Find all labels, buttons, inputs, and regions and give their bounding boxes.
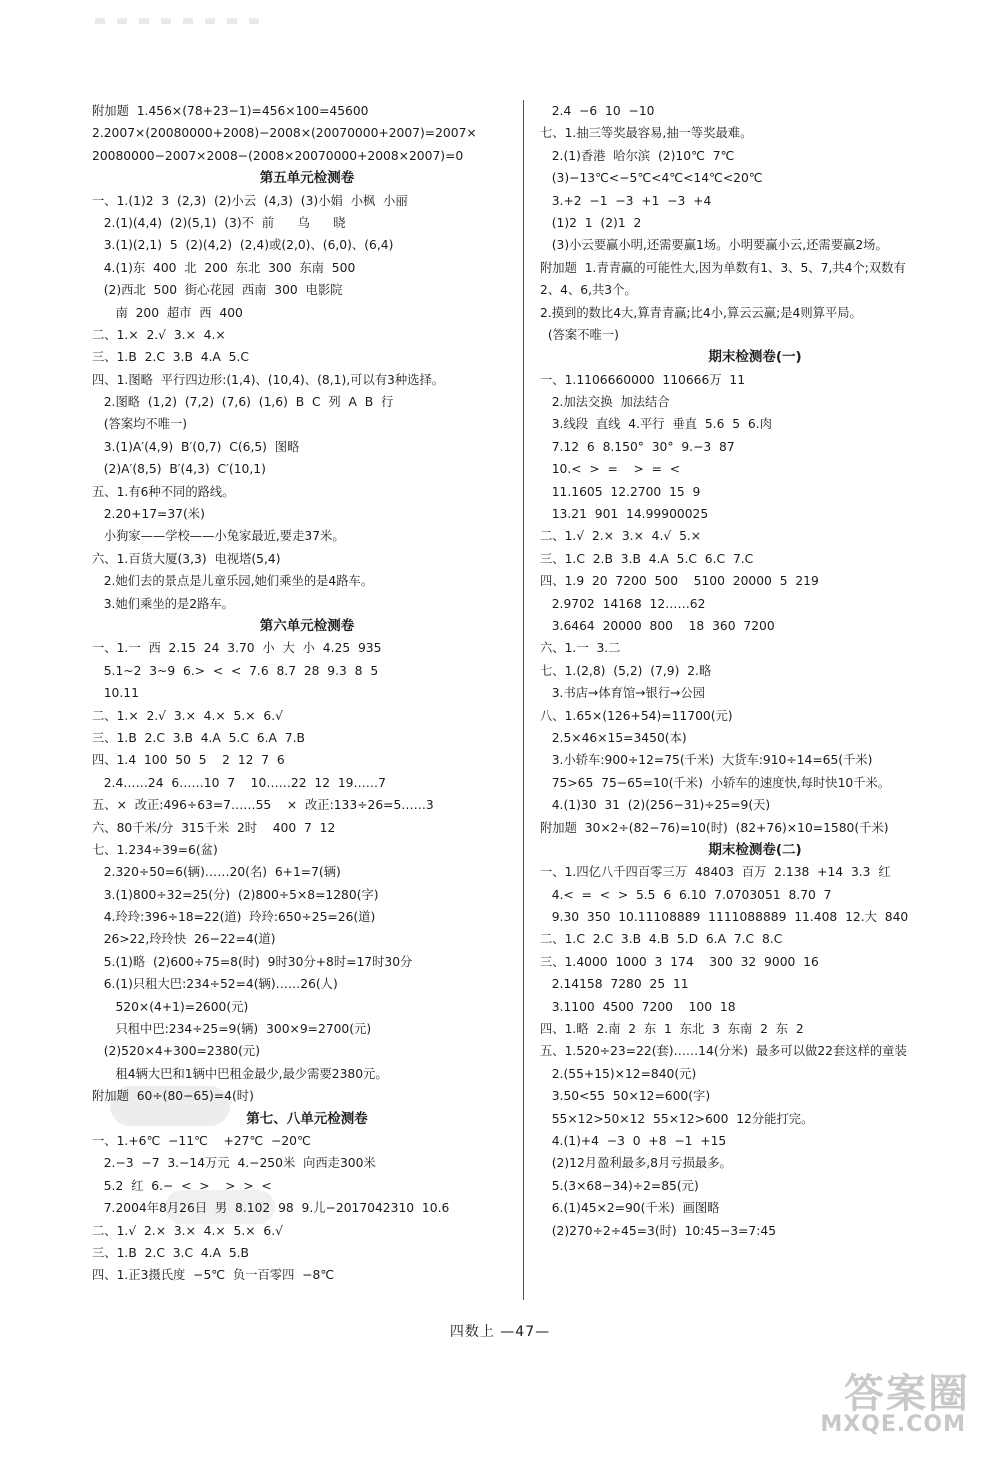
answer-line: 三、1.4000 1000 3 174 300 32 9000 16 bbox=[540, 954, 819, 969]
answer-line: 四、1.正3摄氏度 −5℃ 负一百零四 −8℃ bbox=[92, 1268, 335, 1283]
answer-line: 附加题 30×2÷(82−76)=10(时) (82+76)×10=1580(千米) bbox=[540, 820, 889, 835]
answer-line: 八、1.65×(126+54)=11700(元) bbox=[540, 708, 733, 723]
section-title: 第五单元检测卷 bbox=[259, 170, 355, 187]
answer-line: 2、4、6,共3个。 bbox=[540, 283, 637, 298]
answer-line: 2.她们去的景点是儿童乐园,她们乘坐的是4路车。 bbox=[92, 574, 374, 589]
answer-line: 7.12 6 8.150° 30° 9.−3 87 bbox=[540, 439, 735, 454]
answer-line: 2.9702 14168 12……62 bbox=[540, 596, 706, 611]
right-column bbox=[540, 100, 970, 1242]
answer-line: (2)520×4+300=2380(元) bbox=[92, 1044, 261, 1059]
watermark-logo bbox=[770, 1362, 970, 1442]
answer-line: 3.1100 4500 7200 100 18 bbox=[540, 999, 736, 1014]
answer-line: 三、1.B 2.C 3.B 4.A 5.C 6.A 7.B bbox=[92, 730, 305, 745]
answer-line: 6.(1)只租大巴:234÷52=4(辆)……26(人) bbox=[92, 977, 338, 992]
answer-line: 六、80千米/分 315千米 2时 400 7 12 bbox=[92, 820, 336, 835]
answer-line: 四、1.4 100 50 5 2 12 7 6 bbox=[92, 753, 285, 768]
answer-line: 5.(3×68−34)÷2=85(元) bbox=[540, 1178, 699, 1193]
answer-line: 10.< > = > = < bbox=[540, 462, 681, 477]
answer-line: (2)270÷2÷45=3(时) 10:45−3=7:45 bbox=[540, 1223, 777, 1238]
answer-line: 5.2 红 6.− < > > > < bbox=[92, 1178, 272, 1193]
answer-line: 3.她们乘坐的是2路车。 bbox=[92, 596, 234, 611]
answer-line: 5.(1)略 (2)600÷75=8(时) 9时30分+8时=17时30分 bbox=[92, 954, 413, 969]
answer-line: 二、1.× 2.√ 3.× 4.× bbox=[92, 327, 226, 342]
answer-line: 2.5×46×15=3450(本) bbox=[540, 730, 687, 745]
answer-line: 2.图略 (1,2) (7,2) (7,6) (1,6) B C 列 A B 行 bbox=[92, 395, 394, 410]
answer-line: (3)−13℃<−5℃<4℃<14℃<20℃ bbox=[540, 171, 763, 186]
page-footer: 四数上 —47— bbox=[449, 1324, 551, 1340]
answer-line: 五、1.有6种不同的路线。 bbox=[92, 484, 235, 499]
answer-line: 七、1.(2,8) (5,2) (7,9) 2.略 bbox=[540, 663, 712, 678]
answer-line: 四、1.9 20 7200 500 5100 20000 5 219 bbox=[540, 574, 819, 589]
answer-line: 六、1.一 3.二 bbox=[540, 641, 621, 656]
answer-line: 附加题 60÷(80−65)=4(时) bbox=[92, 1089, 254, 1104]
answer-line: 2.4 −6 10 −10 bbox=[540, 104, 655, 118]
left-column bbox=[92, 100, 522, 1287]
answer-line: 4.(1)东 400 北 200 东北 300 东南 500 bbox=[92, 260, 356, 275]
answer-line: 75>65 75−65=10(千米) 小轿车的速度快,每时快10千米。 bbox=[540, 775, 891, 790]
answer-line: 六、1.百货大厦(3,3) 电视塔(5,4) bbox=[92, 551, 281, 566]
answer-line: 一、1.四亿八千四百零三万 48403 百万 2.138 +14 3.3 红 bbox=[540, 865, 891, 880]
answer-line: 6.(1)45×2=90(千米) 画图略 bbox=[540, 1201, 720, 1216]
answer-line: 13.21 901 14.99900025 bbox=[540, 507, 709, 522]
answer-line: (答案不唯一) bbox=[540, 327, 619, 342]
answer-line: 2.加法交换 加法结合 bbox=[540, 395, 670, 410]
answer-line: 4.玲玲:396÷18=22(道) 玲玲:650÷25=26(道) bbox=[92, 910, 376, 925]
answer-line: 七、1.234÷39=6(盆) bbox=[92, 842, 218, 857]
answer-line: 3.(1)800÷32=25(分) (2)800÷5×8=1280(字) bbox=[92, 887, 379, 902]
answer-line: 7.2004年8月26日 男 8.102 98 9.儿−2017042310 10.6 bbox=[92, 1201, 450, 1216]
section-title: 第七、八单元检测卷 bbox=[246, 1110, 368, 1127]
answer-line: 3.(1)A′(4,9) B′(0,7) C(6,5) 图略 bbox=[92, 439, 300, 454]
column-divider bbox=[523, 100, 524, 1300]
answer-line: (2)A′(8,5) B′(4,3) C′(10,1) bbox=[92, 462, 266, 477]
answer-line: 520×(4+1)=2600(元) bbox=[92, 999, 249, 1014]
answer-line: 2.摸到的数比4大,算青青赢;比4小,算云云赢;是4则算平局。 bbox=[540, 305, 862, 320]
answer-line: 2.14158 7280 25 11 bbox=[540, 977, 689, 992]
answer-line: 三、1.B 2.C 3.B 4.A 5.C bbox=[92, 350, 249, 365]
answer-line: 五、1.520÷23=22(套)……14(分米) 最多可以做22套这样的童装 bbox=[540, 1044, 907, 1059]
answer-line: 四、1.略 2.南 2 东 1 东北 3 东南 2 东 2 bbox=[540, 1022, 804, 1037]
answer-line: 附加题 1.456×(78+23−1)=456×100=45600 bbox=[92, 104, 369, 118]
answer-line: 2.(55+15)×12=840(元) bbox=[540, 1066, 697, 1081]
answer-line: 3.50<55 50×12=600(字) bbox=[540, 1089, 711, 1104]
answer-line: 26>22,玲玲快 26−22=4(道) bbox=[92, 932, 276, 947]
answer-line: 3.书店→体育馆→银行→公园 bbox=[540, 686, 706, 701]
answer-line: 3.6464 20000 800 18 360 7200 bbox=[540, 618, 775, 633]
answer-line: 四、1.图略 平行四边形:(1,4)、(10,4)、(8,1),可以有3种选择。 bbox=[92, 372, 445, 387]
answer-line: 二、1.√ 2.× 3.× 4.× 5.× 6.√ bbox=[92, 1223, 283, 1238]
watermark-brand: 答案圈 bbox=[844, 1371, 970, 1417]
answer-line: 只租中巴:234÷25=9(辆) 300×9=2700(元) bbox=[92, 1022, 372, 1037]
answer-line: 附加题 1.青青赢的可能性大,因为单数有1、3、5、7,共4个;双数有 bbox=[540, 260, 906, 275]
answer-line: 一、1.+6℃ −11℃ +27℃ −20℃ bbox=[92, 1133, 311, 1148]
answer-line: 3.线段 直线 4.平行 垂直 5.6 5 6.肉 bbox=[540, 417, 772, 432]
answer-line: 55×12>50×12 55×12>600 12分能打完。 bbox=[540, 1111, 814, 1126]
answer-line: 2.−3 −7 3.−14万元 4.−250米 向西走300米 bbox=[92, 1156, 376, 1171]
answer-line: 七、1.抽三等奖最容易,抽一等奖最难。 bbox=[540, 126, 753, 141]
answer-line: 2.(1)(4,4) (2)(5,1) (3)不 前 乌 晓 bbox=[92, 215, 346, 230]
answer-line: (2)西北 500 街心花园 西南 300 电影院 bbox=[92, 283, 343, 298]
answer-line: 二、1.× 2.√ 3.× 4.× 5.× 6.√ bbox=[92, 708, 283, 723]
answer-line: 4.(1)30 31 (2)(256−31)÷25=9(天) bbox=[540, 798, 771, 813]
answer-line: 2.(1)香港 哈尔滨 (2)10℃ 7℃ bbox=[540, 148, 735, 163]
answer-line: 南 200 超市 西 400 bbox=[92, 305, 243, 320]
answer-line: 2.4……24 6……10 7 10……22 12 19……7 bbox=[92, 775, 386, 790]
answer-line: (1)2 1 (2)1 2 bbox=[540, 215, 642, 230]
answer-line: 三、1.C 2.B 3.B 4.A 5.C 6.C 7.C bbox=[540, 551, 754, 566]
answer-line: 10.11 bbox=[92, 686, 139, 701]
answer-line: 11.1605 12.2700 15 9 bbox=[540, 484, 701, 499]
answer-line: (答案均不唯一) bbox=[92, 417, 188, 432]
answer-line: 4.(1)+4 −3 0 +8 −1 +15 bbox=[540, 1133, 727, 1148]
answer-line: 2.2007×(20080000+2008)−2008×(20070000+2007)=2007× bbox=[92, 126, 477, 141]
answer-line: 3.小轿车:900÷12=75(千米) 大货车:910÷14=65(千米) bbox=[540, 753, 873, 768]
answer-line: 5.1~2 3~9 6.> < < 7.6 8.7 28 9.3 8 5 bbox=[92, 663, 379, 678]
header-smudge bbox=[95, 18, 265, 24]
answer-line: 3.(1)(2,1) 5 (2)(4,2) (2,4)或(2,0)、(6,0)、(6,4) bbox=[92, 238, 394, 253]
answer-line: (2)12月盈利最多,8月亏损最多。 bbox=[540, 1156, 732, 1171]
section-title: 期末检测卷(二) bbox=[708, 841, 802, 858]
answer-line: 一、1.(1)2 3 (2,3) (2)小云 (4,3) (3)小娟 小枫 小丽 bbox=[92, 193, 408, 208]
answer-line: 4.< = < > 5.5 6 6.10 7.0703051 8.70 7 bbox=[540, 887, 832, 902]
answer-line: 五、× 改正:496÷63=7……55 × 改正:133÷26=5……3 bbox=[92, 798, 434, 813]
answer-line: 20080000−2007×2008−(2008×20070000+2008×2007)=0 bbox=[92, 148, 464, 163]
answer-line: 一、1.1106660000 110666万 11 bbox=[540, 372, 746, 387]
answer-line: 9.30 350 10.11108889 1111088889 11.408 12.大 840 bbox=[540, 910, 909, 925]
section-title: 第六单元检测卷 bbox=[259, 617, 355, 634]
answer-line: 二、1.C 2.C 3.B 4.B 5.D 6.A 7.C 8.C bbox=[540, 932, 783, 947]
answer-line: 一、1.一 西 2.15 24 3.70 小 大 小 4.25 935 bbox=[92, 641, 382, 656]
answer-line: 三、1.B 2.C 3.C 4.A 5.B bbox=[92, 1245, 249, 1260]
section-title: 期末检测卷(一) bbox=[708, 349, 802, 366]
answer-line: 2.20+17=37(米) bbox=[92, 507, 205, 522]
watermark-url: MXQE.COM bbox=[820, 1412, 966, 1437]
answer-line: 二、1.√ 2.× 3.× 4.√ 5.× bbox=[540, 529, 702, 544]
answer-line: 租4辆大巴和1辆中巴租金最少,最少需要2380元。 bbox=[92, 1066, 388, 1081]
answer-line: 小狗家——学校——小兔家最近,要走37米。 bbox=[92, 529, 345, 544]
answer-line: (3)小云要赢小明,还需要赢1场。小明要赢小云,还需要赢2场。 bbox=[540, 238, 888, 253]
answer-line: 2.320÷50=6(辆)……20(名) 6+1=7(辆) bbox=[92, 865, 341, 880]
answer-line: 3.+2 −1 −3 +1 −3 +4 bbox=[540, 193, 712, 208]
